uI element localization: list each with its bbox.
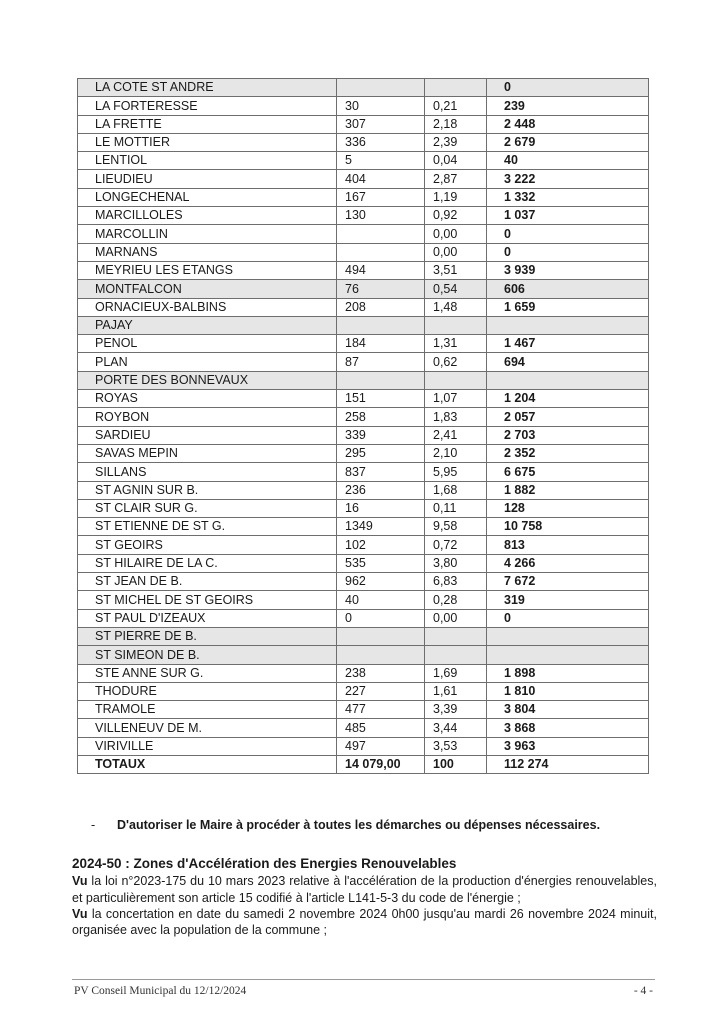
table-row	[78, 243, 649, 261]
col2-cell: 494	[337, 261, 425, 279]
total-col2: 14 079,00	[337, 755, 425, 773]
table-row	[78, 261, 649, 279]
col3-cell: 1,83	[425, 408, 487, 426]
col2-cell: 962	[337, 573, 425, 591]
col2-cell: 485	[337, 719, 425, 737]
col3-cell: 0,00	[425, 225, 487, 243]
commune-cell: MARNANS	[78, 243, 337, 261]
table-row	[78, 481, 649, 499]
col4-cell: 1 810	[487, 682, 649, 700]
col3-cell: 3,44	[425, 719, 487, 737]
commune-cell: ST HILAIRE DE LA C.	[78, 554, 337, 572]
col2-cell: 236	[337, 481, 425, 499]
col4-cell: 0	[487, 225, 649, 243]
col4-cell: 1 659	[487, 298, 649, 316]
col2-cell: 535	[337, 554, 425, 572]
table-row	[78, 627, 649, 645]
col3-cell	[425, 79, 487, 97]
deliberation-section	[72, 856, 657, 938]
vu-concertation-text: la concertation en date du samedi 2 novembre 2024 0h00 jusqu'au mardi 26 novembre 2024 minuit, organisée avec la population de la commune ;	[72, 906, 657, 938]
col2-cell: 76	[337, 280, 425, 298]
vu-loi-text: la loi n°2023-175 du 10 mars 2023 relative à l'accélération de la production d'énergies renouvelables, et particulièrement son article 15 codifié à l'article L141-5-3 du code de l'énergie ;	[72, 874, 657, 905]
col4-cell: 3 804	[487, 701, 649, 719]
col3-cell: 1,61	[425, 682, 487, 700]
commune-cell: MARCOLLIN	[78, 225, 337, 243]
col3-cell: 6,83	[425, 573, 487, 591]
col2-cell: 1349	[337, 518, 425, 536]
table-row	[78, 518, 649, 536]
col2-cell	[337, 627, 425, 645]
commune-cell: LONGECHENAL	[78, 188, 337, 206]
table-row	[78, 719, 649, 737]
col2-cell: 208	[337, 298, 425, 316]
table-row	[78, 207, 649, 225]
vu-lead: Vu	[72, 874, 88, 889]
total-col4: 112 274	[487, 755, 649, 773]
col4-cell: 1 037	[487, 207, 649, 225]
commune-cell: ROYBON	[78, 408, 337, 426]
col3-cell: 1,69	[425, 664, 487, 682]
commune-cell: LA COTE ST ANDRE	[78, 79, 337, 97]
table-row	[78, 170, 649, 188]
col4-cell: 10 758	[487, 518, 649, 536]
col4-cell: 2 703	[487, 426, 649, 444]
table-row	[78, 280, 649, 298]
col4-cell: 0	[487, 609, 649, 627]
col2-cell: 184	[337, 335, 425, 353]
commune-cell: SAVAS MEPIN	[78, 444, 337, 462]
commune-cell: MEYRIEU LES ETANGS	[78, 261, 337, 279]
col3-cell: 0,00	[425, 609, 487, 627]
table-row	[78, 463, 649, 481]
commune-cell: LIEUDIEU	[78, 170, 337, 188]
col3-cell: 0,11	[425, 499, 487, 517]
commune-cell: LA FRETTE	[78, 115, 337, 133]
col4-cell	[487, 646, 649, 664]
table-row	[78, 115, 649, 133]
col2-cell	[337, 371, 425, 389]
col3-cell: 2,18	[425, 115, 487, 133]
col3-cell: 0,00	[425, 243, 487, 261]
col3-cell: 2,39	[425, 133, 487, 151]
table-row	[78, 188, 649, 206]
col2-cell: 404	[337, 170, 425, 188]
col4-cell: 40	[487, 152, 649, 170]
col2-cell: 167	[337, 188, 425, 206]
col2-cell	[337, 79, 425, 97]
col3-cell: 0,54	[425, 280, 487, 298]
col3-cell: 0,21	[425, 97, 487, 115]
table-row	[78, 426, 649, 444]
col2-cell: 151	[337, 390, 425, 408]
col2-cell: 130	[337, 207, 425, 225]
col2-cell: 16	[337, 499, 425, 517]
paragraph-vu-concertation	[72, 906, 657, 939]
commune-energy-table	[77, 78, 649, 774]
table-row	[78, 682, 649, 700]
commune-cell: ST JEAN DE B.	[78, 573, 337, 591]
commune-cell: ORNACIEUX-BALBINS	[78, 298, 337, 316]
table-row	[78, 737, 649, 755]
col3-cell: 9,58	[425, 518, 487, 536]
col4-cell: 694	[487, 353, 649, 371]
commune-cell: ST MICHEL DE ST GEOIRS	[78, 591, 337, 609]
table-row	[78, 444, 649, 462]
col4-cell: 0	[487, 243, 649, 261]
col3-cell: 1,48	[425, 298, 487, 316]
col4-cell: 4 266	[487, 554, 649, 572]
col2-cell: 30	[337, 97, 425, 115]
col3-cell: 0,92	[425, 207, 487, 225]
commune-cell: PORTE DES BONNEVAUX	[78, 371, 337, 389]
col2-cell	[337, 243, 425, 261]
commune-cell: SILLANS	[78, 463, 337, 481]
col3-cell: 2,41	[425, 426, 487, 444]
table-row	[78, 609, 649, 627]
commune-cell: MONTFALCON	[78, 280, 337, 298]
commune-cell: STE ANNE SUR G.	[78, 664, 337, 682]
table-row	[78, 335, 649, 353]
footer-rule	[72, 979, 655, 980]
page-number: - 4 -	[633, 985, 653, 997]
col2-cell: 40	[337, 591, 425, 609]
col4-cell: 3 868	[487, 719, 649, 737]
col3-cell	[425, 646, 487, 664]
col2-cell: 5	[337, 152, 425, 170]
table-row	[78, 390, 649, 408]
bullet-dash: -	[91, 818, 96, 832]
col3-cell: 1,07	[425, 390, 487, 408]
footer-left: PV Conseil Municipal du 12/12/2024	[74, 985, 247, 997]
commune-cell: VILLENEUV DE M.	[78, 719, 337, 737]
commune-cell: ROYAS	[78, 390, 337, 408]
col3-cell: 3,51	[425, 261, 487, 279]
col2-cell: 339	[337, 426, 425, 444]
commune-cell: THODURE	[78, 682, 337, 700]
vu-lead: Vu	[72, 906, 88, 921]
commune-cell: LE MOTTIER	[78, 133, 337, 151]
table-row	[78, 152, 649, 170]
col3-cell: 0,72	[425, 536, 487, 554]
col2-cell: 227	[337, 682, 425, 700]
table-row	[78, 408, 649, 426]
col2-cell: 0	[337, 609, 425, 627]
col3-cell: 3,39	[425, 701, 487, 719]
commune-cell: ST PAUL D'IZEAUX	[78, 609, 337, 627]
commune-cell: ST PIERRE DE B.	[78, 627, 337, 645]
table-row	[78, 573, 649, 591]
commune-cell: ST CLAIR SUR G.	[78, 499, 337, 517]
col3-cell: 2,87	[425, 170, 487, 188]
col4-cell: 1 898	[487, 664, 649, 682]
col3-cell	[425, 316, 487, 334]
commune-cell: ST AGNIN SUR B.	[78, 481, 337, 499]
commune-cell: PLAN	[78, 353, 337, 371]
table-row	[78, 554, 649, 572]
col4-cell	[487, 316, 649, 334]
col4-cell: 606	[487, 280, 649, 298]
col3-cell: 2,10	[425, 444, 487, 462]
col4-cell: 1 467	[487, 335, 649, 353]
table-row	[78, 79, 649, 97]
col4-cell: 1 332	[487, 188, 649, 206]
commune-cell: LENTIOL	[78, 152, 337, 170]
col4-cell: 2 352	[487, 444, 649, 462]
col3-cell	[425, 627, 487, 645]
paragraph-vu-loi	[72, 873, 657, 906]
commune-cell: ST GEOIRS	[78, 536, 337, 554]
commune-cell: ST SIMEON DE B.	[78, 646, 337, 664]
table-row	[78, 701, 649, 719]
table-row	[78, 133, 649, 151]
commune-cell: PENOL	[78, 335, 337, 353]
col2-cell	[337, 316, 425, 334]
col2-cell: 87	[337, 353, 425, 371]
col2-cell: 295	[337, 444, 425, 462]
col3-cell	[425, 371, 487, 389]
col2-cell	[337, 646, 425, 664]
col4-cell: 3 939	[487, 261, 649, 279]
col3-cell: 0,62	[425, 353, 487, 371]
col4-cell: 2 679	[487, 133, 649, 151]
table-row	[78, 316, 649, 334]
col4-cell: 3 222	[487, 170, 649, 188]
table-row	[78, 371, 649, 389]
col3-cell: 1,31	[425, 335, 487, 353]
col4-cell: 7 672	[487, 573, 649, 591]
col2-cell: 477	[337, 701, 425, 719]
col2-cell: 307	[337, 115, 425, 133]
col2-cell	[337, 225, 425, 243]
col4-cell: 1 204	[487, 390, 649, 408]
col4-cell: 6 675	[487, 463, 649, 481]
col3-cell: 1,19	[425, 188, 487, 206]
col4-cell	[487, 371, 649, 389]
section-title: 2024-50 : Zones d'Accélération des Energies Renouvelables	[72, 856, 457, 871]
table-row	[78, 353, 649, 371]
commune-cell: MARCILLOLES	[78, 207, 337, 225]
totals-row	[78, 755, 649, 773]
col3-cell: 0,28	[425, 591, 487, 609]
table-row	[78, 499, 649, 517]
col4-cell: 2 057	[487, 408, 649, 426]
bullet-text: D'autoriser le Maire à procéder à toutes les démarches ou dépenses nécessaires.	[117, 818, 601, 832]
col4-cell	[487, 627, 649, 645]
col4-cell: 0	[487, 79, 649, 97]
col4-cell: 128	[487, 499, 649, 517]
col4-cell: 3 963	[487, 737, 649, 755]
commune-cell: LA FORTERESSE	[78, 97, 337, 115]
table-row	[78, 225, 649, 243]
commune-cell: ST ETIENNE DE ST G.	[78, 518, 337, 536]
col2-cell: 102	[337, 536, 425, 554]
col4-cell: 1 882	[487, 481, 649, 499]
table-row	[78, 646, 649, 664]
totals-label: TOTAUX	[78, 755, 337, 773]
col3-cell: 0,04	[425, 152, 487, 170]
table-row	[78, 97, 649, 115]
commune-cell: VIRIVILLE	[78, 737, 337, 755]
col4-cell: 813	[487, 536, 649, 554]
col2-cell: 497	[337, 737, 425, 755]
table-row	[78, 536, 649, 554]
commune-cell: SARDIEU	[78, 426, 337, 444]
col3-cell: 5,95	[425, 463, 487, 481]
col3-cell: 3,80	[425, 554, 487, 572]
col4-cell: 239	[487, 97, 649, 115]
table-row	[78, 591, 649, 609]
col2-cell: 258	[337, 408, 425, 426]
col2-cell: 238	[337, 664, 425, 682]
col3-cell: 3,53	[425, 737, 487, 755]
table-row	[78, 664, 649, 682]
col2-cell: 837	[337, 463, 425, 481]
table-row	[78, 298, 649, 316]
col2-cell: 336	[337, 133, 425, 151]
col3-cell: 1,68	[425, 481, 487, 499]
col4-cell: 319	[487, 591, 649, 609]
col4-cell: 2 448	[487, 115, 649, 133]
commune-cell: PAJAY	[78, 316, 337, 334]
commune-cell: TRAMOLE	[78, 701, 337, 719]
total-col3: 100	[425, 755, 487, 773]
